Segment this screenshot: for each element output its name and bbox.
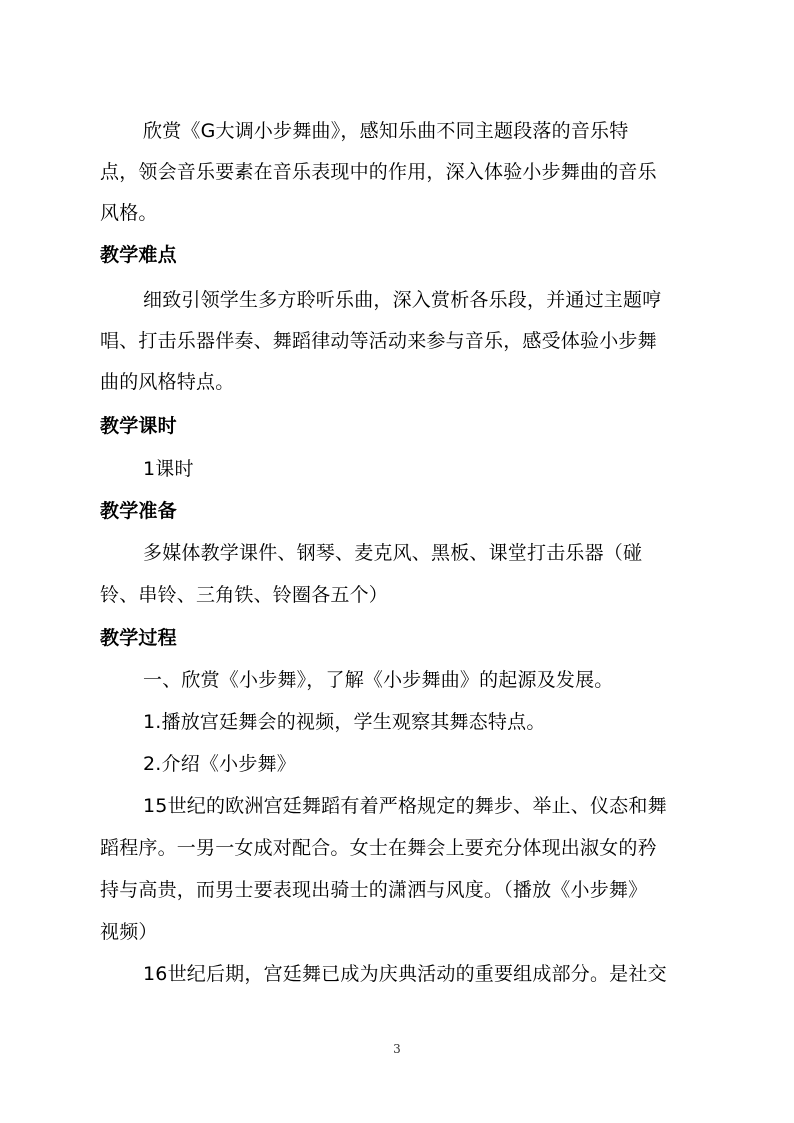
paragraph-line: 唱、打击乐器伴奏、舞蹈律动等活动来参与音乐，感受体验小步舞 xyxy=(100,330,657,352)
page-number: 3 xyxy=(393,1042,401,1056)
paragraph-line: 2.介绍《小步舞》 xyxy=(143,753,296,775)
paragraph-line: 铃、串铃、三角铁、铃圈各五个） xyxy=(100,584,389,606)
section-heading: 教学课时 xyxy=(100,415,177,437)
paragraph-line: 细致引领学生多方聆听乐曲，深入赏析各乐段，并通过主题哼 xyxy=(143,289,662,311)
paragraph-line: 持与高贵，而男士要表现出骑士的潇洒与风度。（播放《小步舞》 xyxy=(100,879,648,901)
paragraph-line: 蹈程序。一男一女成对配合。女士在舞会上要充分体现出淑女的矜 xyxy=(100,837,657,859)
paragraph-line: 点，领会音乐要素在音乐表现中的作用，深入体验小步舞曲的音乐 xyxy=(100,161,657,183)
paragraph-line: 曲的风格特点。 xyxy=(100,371,235,393)
paragraph-line: 1.播放宫廷舞会的视频，学生观察其舞态特点。 xyxy=(143,711,546,733)
paragraph-line: 16世纪后期，宫廷舞已成为庆典活动的重要组成部分。是社交 xyxy=(143,963,667,985)
paragraph-line: 多媒体教学课件、钢琴、麦克风、黑板、课堂打击乐器（碰 xyxy=(143,542,643,564)
paragraph-line: 一、欣赏《小步舞》，了解《小步舞曲》的起源及发展。 xyxy=(143,669,614,691)
paragraph-line: 风格。 xyxy=(100,202,158,224)
section-heading: 教学准备 xyxy=(100,500,177,522)
paragraph-line: 欣赏《G大调小步舞曲》，感知乐曲不同主题段落的音乐特 xyxy=(143,120,629,142)
paragraph-line: 15世纪的欧洲宫廷舞蹈有着严格规定的舞步、举止、仪态和舞 xyxy=(143,795,667,817)
paragraph-line: 1课时 xyxy=(143,458,194,480)
paragraph-line: 视频） xyxy=(100,921,158,943)
section-heading: 教学过程 xyxy=(100,627,177,649)
section-heading: 教学难点 xyxy=(100,244,177,266)
